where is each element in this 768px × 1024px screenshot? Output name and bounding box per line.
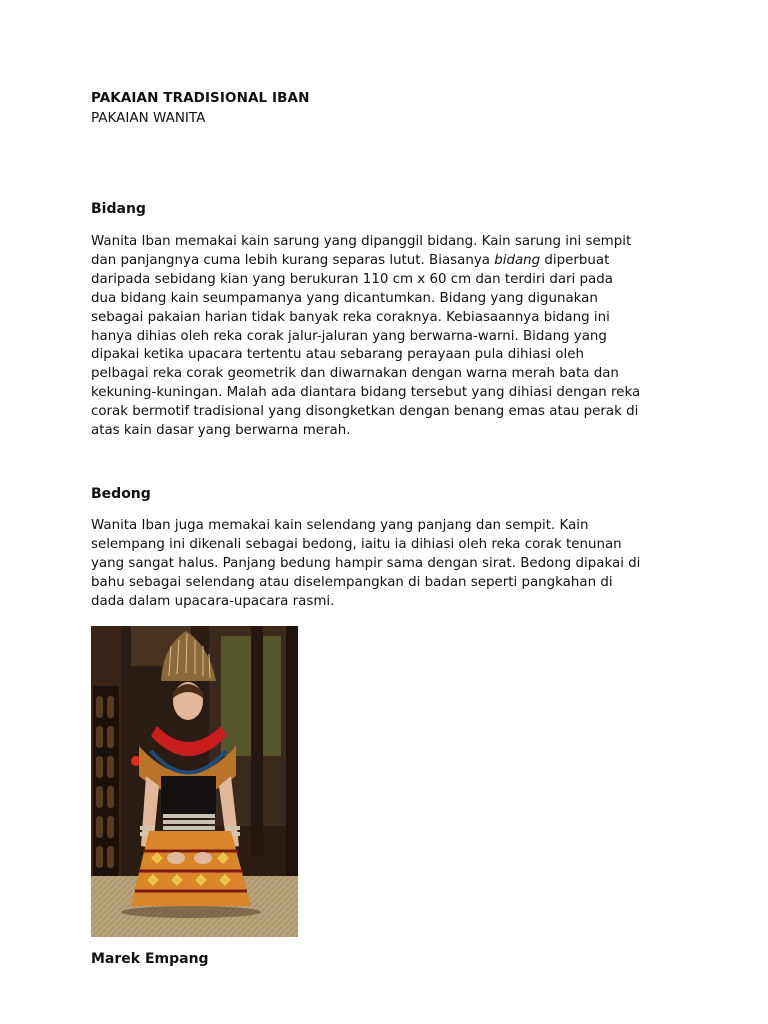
paragraph-line: dada dalam upacara-upacara rasmi. [91, 593, 335, 609]
paragraph-line: Wanita Iban juga memakai kain selendang yang panjang dan sempit. Kain [91, 518, 589, 533]
paragraph-line: hanya dihias oleh reka corak jalur-jaluran yang berwarna-warni. Bidang yang [91, 328, 607, 344]
italic-term-bidang: bidang [494, 252, 541, 268]
paragraph-line: daripada sebidang kian yang berukuran 110 cm x 60 cm dan terdiri dari pada [91, 271, 613, 287]
document-title: PAKAIAN TRADISIONAL IBAN [91, 90, 310, 106]
paragraph-line: dua bidang kain seumpamanya yang dicantumkan. Bidang yang digunakan [91, 290, 598, 306]
section-heading-bidang: Bidang [91, 201, 146, 217]
paragraph-line: dipakai ketika upacara tertentu atau sebarang perayaan pula dihiasi oleh [91, 347, 584, 363]
section-heading-bedong: Bedong [91, 486, 151, 502]
text-run: diperbuat [540, 252, 610, 268]
iban-costume-photo [91, 626, 298, 937]
paragraph-line: pelbagai reka corak geometrik dan diwarnakan dengan warna merah bata dan [91, 366, 619, 382]
paragraph-line: corak bermotif tradisional yang disongketkan dengan benang emas atau perak di [91, 404, 639, 420]
paragraph-bedong [91, 517, 683, 612]
paragraph-line: bahu sebagai selendang atau diselempangkan di badan seperti pangkahan di [91, 574, 613, 590]
text-run: dan panjangnya cuma lebih kurang separas lutut. Biasanya [91, 252, 495, 268]
iban-costume-illustration [91, 626, 298, 937]
paragraph-line: selempang ini dikenali sebagai bedong, iaitu ia dihiasi oleh reka corak tenunan [91, 536, 622, 552]
paragraph-line: Wanita Iban memakai kain sarung yang dipanggil bidang. Kain sarung ini sempit [91, 234, 632, 249]
paragraph-line: atas kain dasar yang berwarna merah. [91, 423, 351, 439]
document-subtitle: PAKAIAN WANITA [91, 110, 206, 126]
paragraph-bidang [91, 233, 683, 441]
section-heading-marek-empang: Marek Empang [91, 951, 209, 967]
paragraph-line: yang sangat halus. Panjang bedung hampir sama dengan sirat. Bedong dipakai di [91, 555, 641, 571]
paragraph-line: sebagai pakaian harian tidak banyak reka coraknya. Kebiasaannya bidang ini [91, 309, 610, 325]
paragraph-line: kekuning-kuningan. Malah ada diantara bidang tersebut yang dihiasi dengan reka [91, 385, 641, 401]
paragraph-line [91, 252, 683, 271]
